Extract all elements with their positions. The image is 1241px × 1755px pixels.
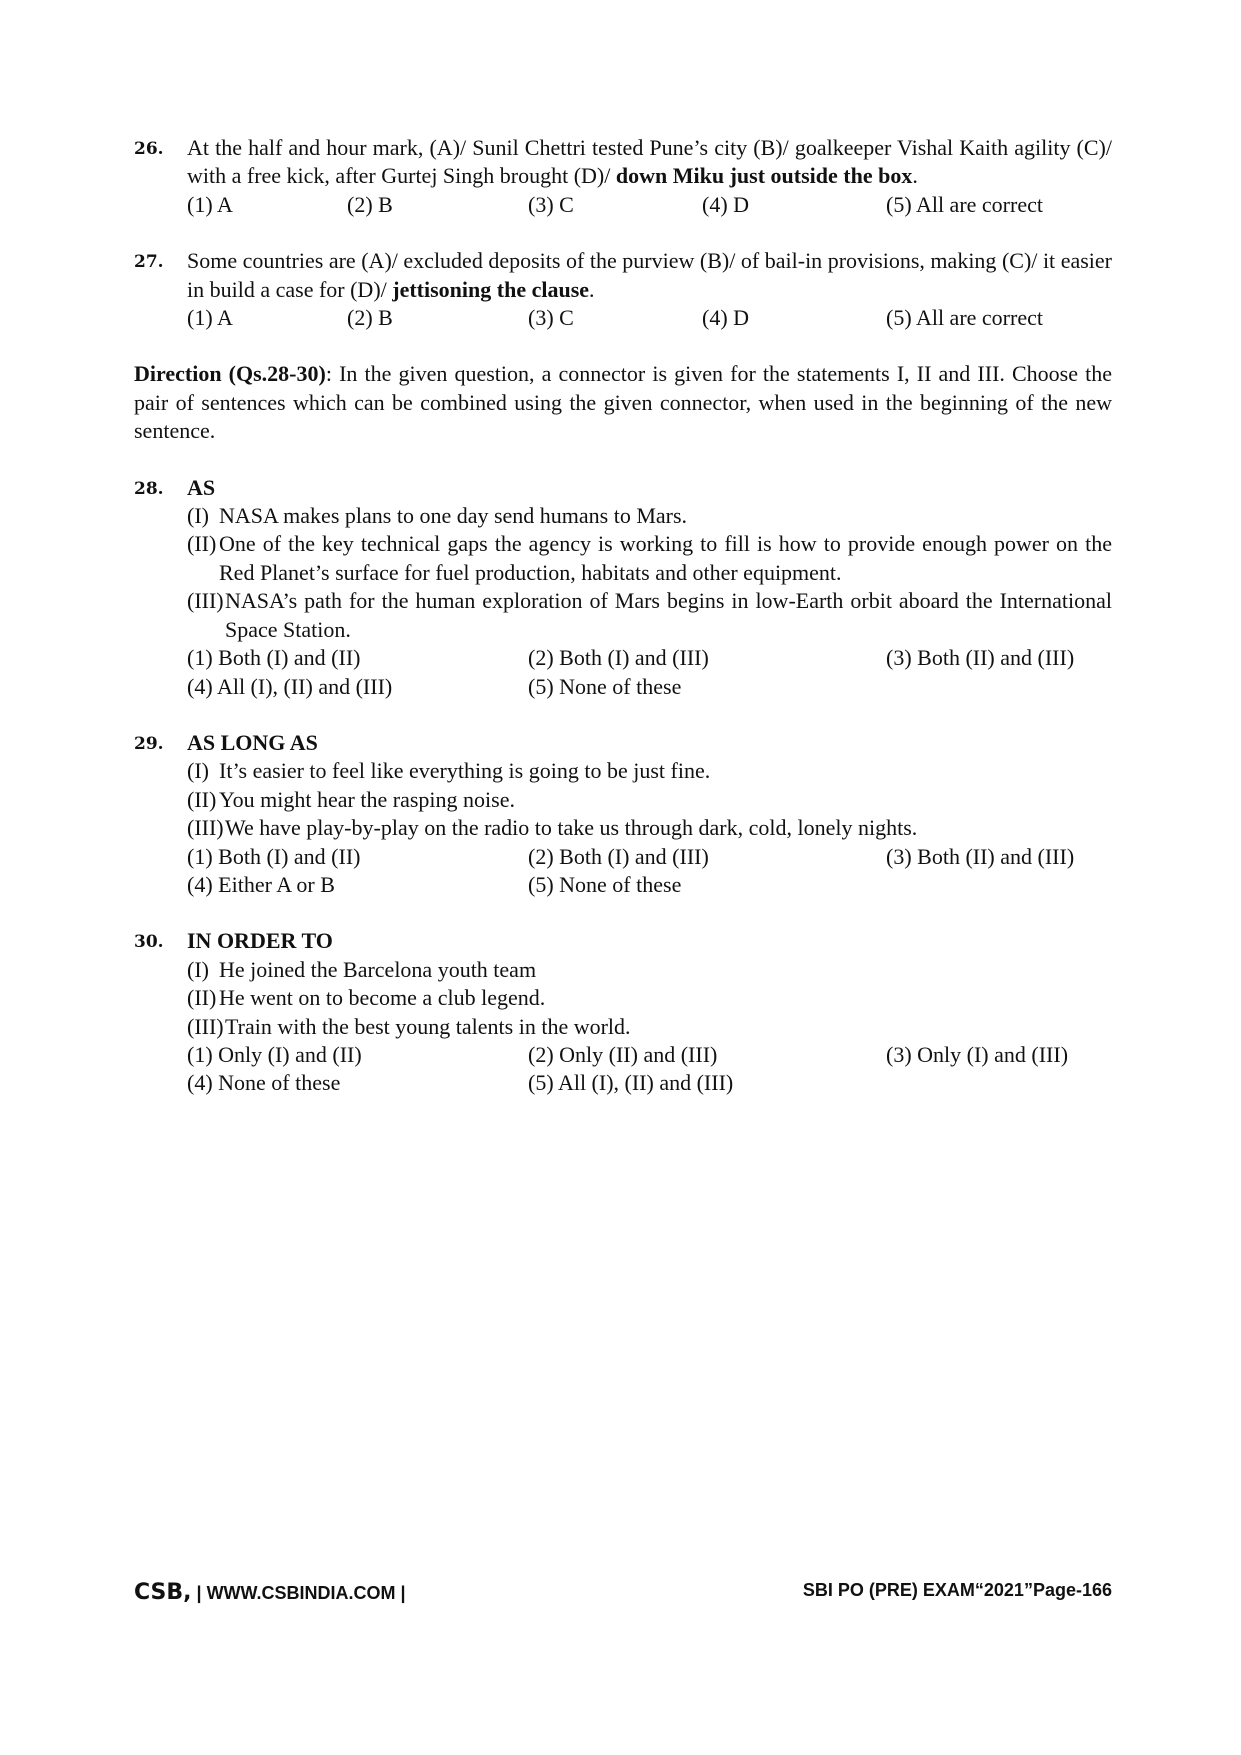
statement-2: (II) One of the key technical gaps the agency is working to fill is how to provide enough power on the Red Planet’s surface for fuel production, habitats and other equipment. [187,531,1112,585]
question-29 [134,729,1112,899]
option-5[interactable]: (5) All (I), (II) and (III) [528,1070,734,1096]
option-3[interactable]: (3) C [528,305,574,331]
option-2[interactable]: (2) B [347,191,393,217]
question-26 [134,134,1112,219]
question-number: 30. [134,932,164,953]
option-row [187,191,1112,219]
direction-label: Direction (Qs.28-30) [134,361,326,387]
option-2[interactable]: (2) B [347,305,393,331]
website-link[interactable]: | WWW.CSBINDIA.COM | [191,1583,406,1603]
option-4[interactable]: (4) D [702,305,750,331]
option-1[interactable]: (1) A [187,305,233,331]
statement-1: (I) NASA makes plans to one day send humans to Mars. [187,503,688,529]
question-number: 26. [134,139,164,159]
statement-1: (I) It’s easier to feel like everything is going to be just fine. [187,758,711,784]
direction-block [134,360,1112,445]
statement-3: (III) We have play-by-play on the radio to take us through dark, cold, lonely nights. [187,815,918,841]
option-1[interactable]: (1) Both (I) and (II) [187,843,361,869]
option-1[interactable]: (1) Both (I) and (II) [187,645,361,671]
option-5[interactable]: (5) None of these [528,673,682,699]
option-5[interactable]: (5) All are correct [886,305,1043,331]
option-row [187,1041,1112,1069]
option-3[interactable]: (3) Only (I) and (III) [886,1041,1069,1067]
statement-2: (II) You might hear the rasping noise. [187,786,515,812]
page-footer [134,1580,1112,1610]
statement-3: (III) Train with the best young talents in the world. [187,1013,631,1039]
footer-left [134,1580,406,1605]
statement-3: (III) NASA’s path for the human exploration of Mars begins in low-Earth orbit aboard the International Space Station. [187,588,1112,642]
option-4[interactable]: (4) All (I), (II) and (III) [187,673,393,699]
option-3[interactable]: (3) C [528,191,574,217]
direction-text: : In the given question, a connector is given for the statements I, II and III. Choose the pair of sentences which can be combined using the given connector, when used in the beginning of the new sentence. [134,361,1112,444]
option-row [187,673,1112,701]
connector-word: IN ORDER TO [187,928,333,954]
option-2[interactable]: (2) Only (II) and (III) [528,1041,718,1067]
question-number: 29. [134,733,164,754]
option-5[interactable]: (5) All are correct [886,191,1043,217]
option-5[interactable]: (5) None of these [528,871,682,897]
question-30 [134,927,1112,1097]
page-content [134,134,1112,1126]
option-row [187,1069,1112,1097]
statement-1: (I) He joined the Barcelona youth team [187,956,537,982]
connector-word: AS [187,474,216,500]
connector-word: AS LONG AS [187,729,318,755]
option-4[interactable]: (4) Either A or B [187,871,335,897]
bold-phrase: down Miku just outside the box [615,163,913,189]
bold-phrase: jettisoning the clause [392,276,590,302]
question-27 [134,247,1112,332]
option-row [187,871,1112,899]
option-row [187,843,1112,871]
question-number: 28. [134,478,164,499]
option-3[interactable]: (3) Both (II) and (III) [886,645,1075,671]
question-stem: Some countries are (A)/ excluded deposits of the purview (B)/ of bail-in provisions, making (C)/ it easier in build a case for (D)/ jettisoning the clause. [187,248,1112,302]
brand-logo-text: CSB, [134,1580,192,1605]
question-28 [134,474,1112,701]
question-stem: At the half and hour mark, (A)/ Sunil Chettri tested Pune’s city (B)/ goalkeeper Vishal Kaith agility (C)/ with a free kick, after Gurtej Singh brought (D)/ down Miku just outside the box. [187,135,1112,189]
question-number: 27. [134,252,164,273]
statement-2: (II) He went on to become a club legend. [187,985,546,1011]
option-1[interactable]: (1) A [187,191,233,217]
option-row [187,644,1112,672]
option-4[interactable]: (4) D [702,191,750,217]
option-2[interactable]: (2) Both (I) and (III) [528,843,709,869]
option-1[interactable]: (1) Only (I) and (II) [187,1041,362,1067]
option-2[interactable]: (2) Both (I) and (III) [528,645,709,671]
exam-page-label: SBI PO (PRE) EXAM“2021”Page-166 [802,1580,1112,1600]
option-3[interactable]: (3) Both (II) and (III) [886,843,1075,869]
option-row [187,304,1112,332]
option-4[interactable]: (4) None of these [187,1070,341,1096]
